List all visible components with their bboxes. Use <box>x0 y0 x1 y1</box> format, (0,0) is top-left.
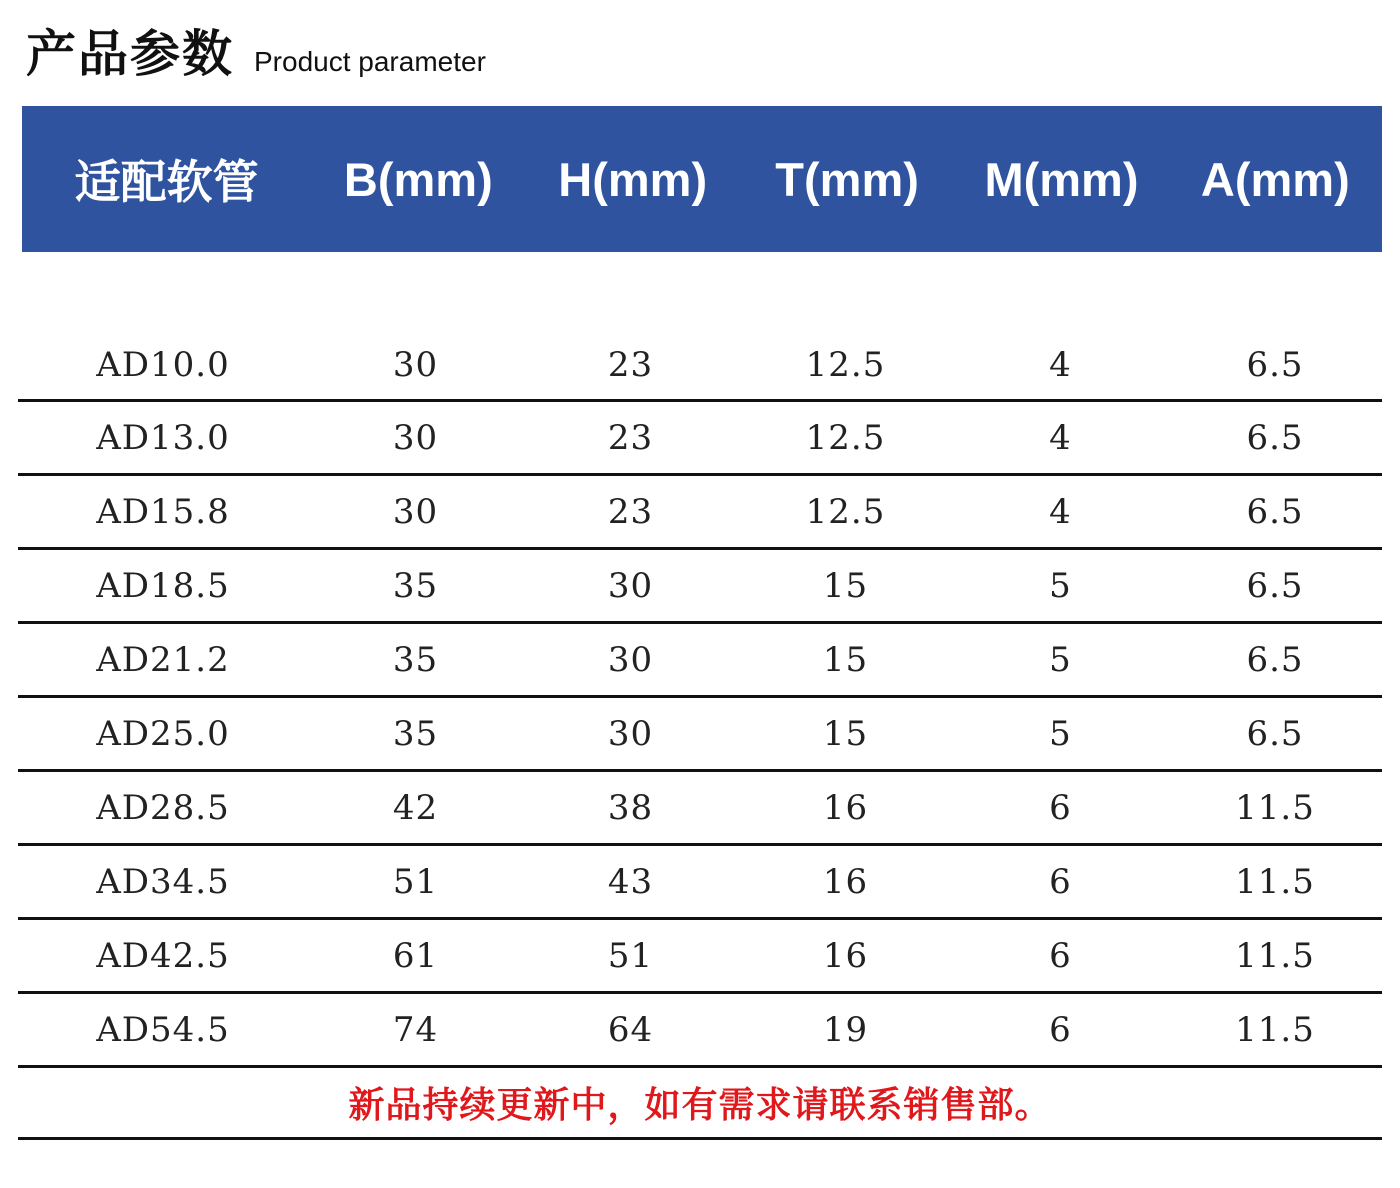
table-row <box>18 994 1382 1068</box>
table-cell: 30 <box>392 344 439 385</box>
table-cell: 11.5 <box>1235 1009 1315 1050</box>
table-cell: AD25.0 <box>96 713 230 754</box>
table-cell: 6.5 <box>1246 565 1304 606</box>
table-cell: 12.5 <box>805 491 886 532</box>
table-cell: 5 <box>1049 639 1072 680</box>
table-cell: 30 <box>607 713 654 754</box>
table-cell: 6 <box>1049 935 1072 976</box>
table-row <box>18 920 1382 994</box>
table-cell: 51 <box>392 861 439 902</box>
table-cell: AD28.5 <box>96 787 230 828</box>
table-cell: 61 <box>392 935 439 976</box>
table-cell: 11.5 <box>1235 787 1315 828</box>
table-cell: 11.5 <box>1235 935 1315 976</box>
table-cell: 42 <box>392 787 439 828</box>
title-chinese: 产品参数 <box>26 25 234 83</box>
table-row <box>18 846 1382 920</box>
table-cell: 51 <box>607 935 654 976</box>
table-row <box>18 330 1382 402</box>
table-cell: 35 <box>392 713 439 754</box>
table-cell: AD54.5 <box>96 1009 230 1050</box>
table-cell: 30 <box>607 565 654 606</box>
table-cell: 4 <box>1049 417 1072 458</box>
table-cell: 5 <box>1049 565 1072 606</box>
table-row <box>18 772 1382 846</box>
notice <box>18 1068 1382 1140</box>
table-cell: 74 <box>392 1009 439 1050</box>
table-cell: 19 <box>822 1009 869 1050</box>
table-cell: 6.5 <box>1246 713 1304 754</box>
header-b: B(mm) <box>343 152 493 206</box>
table-cell: 6.5 <box>1246 491 1304 532</box>
table-cell: 6.5 <box>1246 344 1304 385</box>
table-cell: 15 <box>822 639 869 680</box>
table-cell: AD34.5 <box>96 861 230 902</box>
table-cell: 30 <box>392 417 439 458</box>
table-cell: 5 <box>1049 713 1072 754</box>
table-header <box>22 106 1382 252</box>
table-cell: 16 <box>822 861 869 902</box>
table-row <box>18 550 1382 624</box>
table-cell: AD13.0 <box>96 417 230 458</box>
table-cell: 43 <box>607 861 654 902</box>
table-cell: 12.5 <box>805 344 886 385</box>
table-cell: 15 <box>822 713 869 754</box>
table-cell: AD42.5 <box>96 935 230 976</box>
table-cell: 16 <box>822 935 869 976</box>
header-a: A(mm) <box>1200 152 1350 206</box>
table-cell: 16 <box>822 787 869 828</box>
table-cell: 64 <box>607 1009 654 1050</box>
table-cell: 15 <box>822 565 869 606</box>
table-cell: 35 <box>392 639 439 680</box>
table-cell: 11.5 <box>1235 861 1315 902</box>
table-cell: 6.5 <box>1246 417 1304 458</box>
table-cell: AD21.2 <box>96 639 230 680</box>
table-cell: 38 <box>607 787 654 828</box>
table-cell: 12.5 <box>805 417 886 458</box>
table-row <box>18 476 1382 550</box>
table-cell: 23 <box>607 344 654 385</box>
table-cell: 6.5 <box>1246 639 1304 680</box>
table-cell: 6 <box>1049 1009 1072 1050</box>
table-cell: 35 <box>392 565 439 606</box>
header-hose: 适配软管 <box>74 155 259 209</box>
header-t: T(mm) <box>775 152 919 206</box>
table-cell: 23 <box>607 417 654 458</box>
table-row <box>18 698 1382 772</box>
table-cell: AD10.0 <box>96 344 230 385</box>
header-h: H(mm) <box>558 152 708 206</box>
table-cell: 4 <box>1049 344 1072 385</box>
table-row <box>18 624 1382 698</box>
table-cell: 23 <box>607 491 654 532</box>
page-title <box>26 14 486 86</box>
table-row <box>18 402 1382 476</box>
title-english: Product parameter <box>254 46 486 77</box>
table-cell: 30 <box>392 491 439 532</box>
table-cell: 30 <box>607 639 654 680</box>
table-body <box>18 330 1382 1068</box>
notice-text: 新品持续更新中，如有需求请联系销售部。 <box>348 1085 1052 1126</box>
table-cell: AD15.8 <box>96 491 230 532</box>
table-cell: AD18.5 <box>96 565 230 606</box>
header-m: M(mm) <box>984 152 1139 206</box>
table-cell: 6 <box>1049 861 1072 902</box>
table-cell: 6 <box>1049 787 1072 828</box>
table-cell: 4 <box>1049 491 1072 532</box>
